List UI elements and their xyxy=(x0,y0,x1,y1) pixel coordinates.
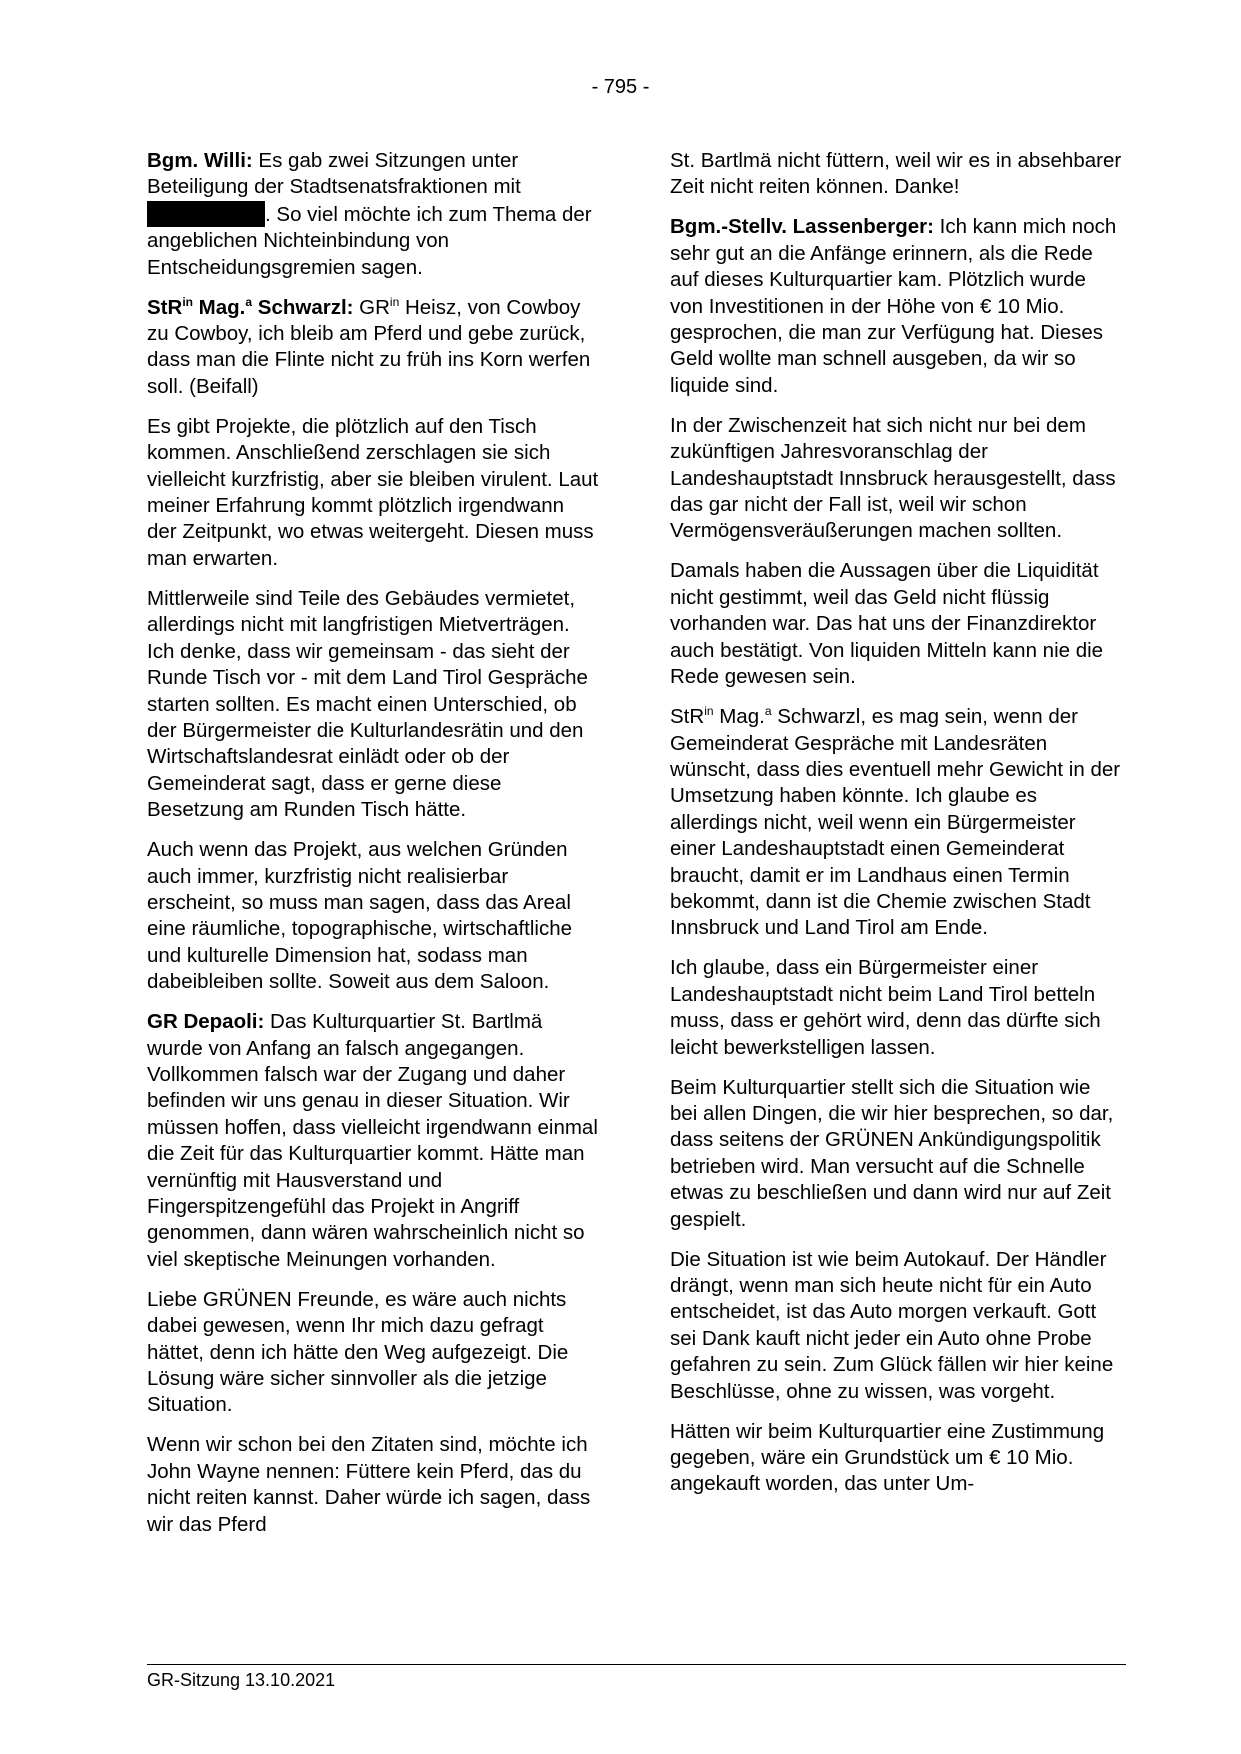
text-run: Schwarzl: xyxy=(252,295,354,319)
paragraph xyxy=(670,558,1122,690)
text-run: Auch wenn das Projekt, aus welchen Gründen auch immer, kurzfristig nicht realisierbar erscheint, so muss man sagen, dass das Areal eine räumliche, topographische, wirtschaftliche und kulturelle Dimension hat, sodass man dabeibleiben sollte. Soweit aus dem Saloon. xyxy=(147,838,573,994)
left-column xyxy=(147,148,599,1552)
text-run: Ich kann mich noch sehr gut an die Anfänge erinnern, als die Rede auf dieses Kulturquartier kam. Plötzlich wurde von Investitionen in der Höhe von € 10 Mio. gesprochen, die man zur Verfügung hat. Dieses Geld wollte man schnell ausgeben, da wir so liquide sind. xyxy=(670,215,1117,397)
text-run: . So viel möchte ich zum Thema der angeblichen Nichteinbindung von Entscheidungsgremien sagen. xyxy=(147,202,592,279)
paragraph xyxy=(147,586,599,824)
paragraph xyxy=(670,413,1122,545)
footer-session-date: GR-Sitzung 13.10.2021 xyxy=(147,1670,336,1690)
text-run: Liebe GRÜNEN Freunde, es wäre auch nichts dabei gewesen, wenn Ihr mich dazu gefragt hättet, denn ich hätte den Weg aufgezeigt. Die Lösung wäre sicher sinnvoller als die jetzige Situation. xyxy=(147,1287,569,1417)
speaker-name: GR Depaoli: xyxy=(147,1010,265,1034)
text-run: StR xyxy=(147,295,183,319)
page-number: - 795 - xyxy=(591,76,650,98)
superscript: in xyxy=(182,294,193,309)
paragraph xyxy=(670,704,1122,942)
text-run: Ich glaube, dass ein Bürgermeister einer Landeshauptstadt nicht beim Land Tirol betteln muss, dass er gehört wird, denn das dürfte sich leicht bewerkstelligen lassen. xyxy=(670,956,1101,1059)
superscript: a xyxy=(764,704,772,719)
text-run: St. Bartlmä nicht füttern, weil wir es in absehbarer Zeit nicht reiten können. Danke! xyxy=(670,149,1122,199)
paragraph xyxy=(670,955,1122,1061)
paragraph xyxy=(147,1009,599,1273)
paragraph xyxy=(147,1432,599,1538)
superscript: in xyxy=(389,294,400,309)
paragraph xyxy=(670,1247,1122,1405)
speaker-name xyxy=(147,296,353,319)
text-run: Beim Kulturquartier stellt sich die Situation wie bei allen Dingen, die wir hier besprechen, so dar, dass seitens der GRÜNEN Ankündigungspolitik betrieben wird. Man versucht auf die Schnelle etwas zu beschließen und dann wird nur auf Zeit gespielt. xyxy=(670,1075,1114,1231)
text-run: In der Zwischenzeit hat sich nicht nur bei dem zukünftigen Jahresvoranschlag der Landeshauptstadt Innsbruck herausgestellt, dass das gar nicht der Fall ist, weil wir schon Vermögensveräußerungen machen sollten. xyxy=(670,413,1116,543)
paragraph xyxy=(147,837,599,995)
superscript: in xyxy=(704,704,714,719)
text-run: Wenn wir schon bei den Zitaten sind, möchte ich John Wayne nennen: Füttere kein Pferd, das du nicht reiten kannst. Daher würde ich sagen, dass wir das Pferd xyxy=(147,1433,591,1536)
paragraph xyxy=(147,148,599,281)
redaction-block xyxy=(147,201,265,227)
superscript: a xyxy=(245,294,253,309)
text-run: Mag. xyxy=(713,705,765,729)
speaker-name: Bgm.-Stellv. Lassenberger: xyxy=(670,215,934,239)
right-column xyxy=(670,148,1122,1511)
paragraph xyxy=(670,1075,1122,1233)
text-run: Damals haben die Aussagen über die Liquidität nicht gestimmt, weil das Geld nicht flüssig vorhanden war. Das hat uns der Finanzdirektor auch bestätigt. Von liquiden Mitteln kann nie die Rede gewesen sein. xyxy=(670,559,1104,689)
text-run: Mag. xyxy=(192,295,246,319)
text-run: Die Situation ist wie beim Autokauf. Der Händler drängt, wenn man sich heute nicht für ein Auto entscheidet, ist das Auto morgen verkauft. Gott sei Dank kauft nicht jeder ein Auto ohne Probe gefahren zu sein. Zum Glück fällen wir hier keine Beschlüsse, ohne zu wissen, was vorgeht. xyxy=(670,1247,1114,1403)
text-run: Es gibt Projekte, die plötzlich auf den Tisch kommen. Anschließend zerschlagen sie sich vielleicht kurzfristig, aber sie bleiben virulent. Laut meiner Erfahrung kommt plötzlich irgendwann der Zeitpunkt, wo etwas weitergeht. Diesen muss man erwarten. xyxy=(147,414,599,570)
speaker-name: Bgm. Willi: xyxy=(147,149,253,172)
text-run: Schwarzl, es mag sein, wenn der Gemeinderat Gespräche mit Landesräten wünscht, dass dies eventuell mehr Gewicht in der Umsetzung haben könnte. Ich glaube es allerdings nicht, weil wenn ein Bürgermeister einer Landeshauptstadt einen Gemeinderat braucht, damit er im Landhaus einen Termin bekommt, dann ist die Chemie zwischen Stadt Innsbruck und Land Tirol am Ende. xyxy=(670,705,1121,940)
paragraph xyxy=(670,148,1122,201)
text-run: Es gab zwei Sitzungen unter Beteiligung der Stadtsenatsfraktionen mit xyxy=(147,149,521,199)
paragraph xyxy=(147,1287,599,1419)
text-run: Heisz, von Cowboy zu Cowboy, ich bleib am Pferd und gebe zurück, dass man die Flinte nicht zu früh ins Korn werfen soll. (Beifall) xyxy=(147,295,591,398)
text-run: StR xyxy=(670,705,705,729)
paragraph xyxy=(670,1419,1122,1498)
text-run: GR xyxy=(353,295,390,319)
footer-divider xyxy=(147,1664,1126,1665)
text-run: Das Kulturquartier St. Bartlmä wurde von Anfang an falsch angegangen. Vollkommen falsch war der Zugang und daher befinden wir uns genau in dieser Situation. Wir müssen hoffen, dass vielleicht irgendwann einmal die Zeit für das Kulturquartier kommt. Hätte man vernünftig mit Hausverstand und Fingerspitzengefühl das Projekt in Angriff genommen, dann wären wahrscheinlich nicht so viel skeptische Meinungen vorhanden. xyxy=(147,1010,598,1271)
paragraph xyxy=(147,295,599,401)
paragraph xyxy=(147,414,599,572)
paragraph xyxy=(670,214,1122,399)
text-run: Mittlerweile sind Teile des Gebäudes vermietet, allerdings nicht mit langfristigen Mietverträgen. Ich denke, dass wir gemeinsam - das sieht der Runde Tisch vor - mit dem Land Tirol Gespräche starten sollten. Es macht einen Unterschied, ob der Bürgermeister die Kulturlandesrätin und den Wirtschaftslandesrat einlädt oder ob der Gemeinderat sagt, dass er gerne diese Besetzung am Runden Tisch hätte. xyxy=(147,586,588,822)
text-run: Hätten wir beim Kulturquartier eine Zustimmung gegeben, wäre ein Grundstück um € 10 Mio. angekauft worden, das unter Um- xyxy=(670,1419,1105,1496)
